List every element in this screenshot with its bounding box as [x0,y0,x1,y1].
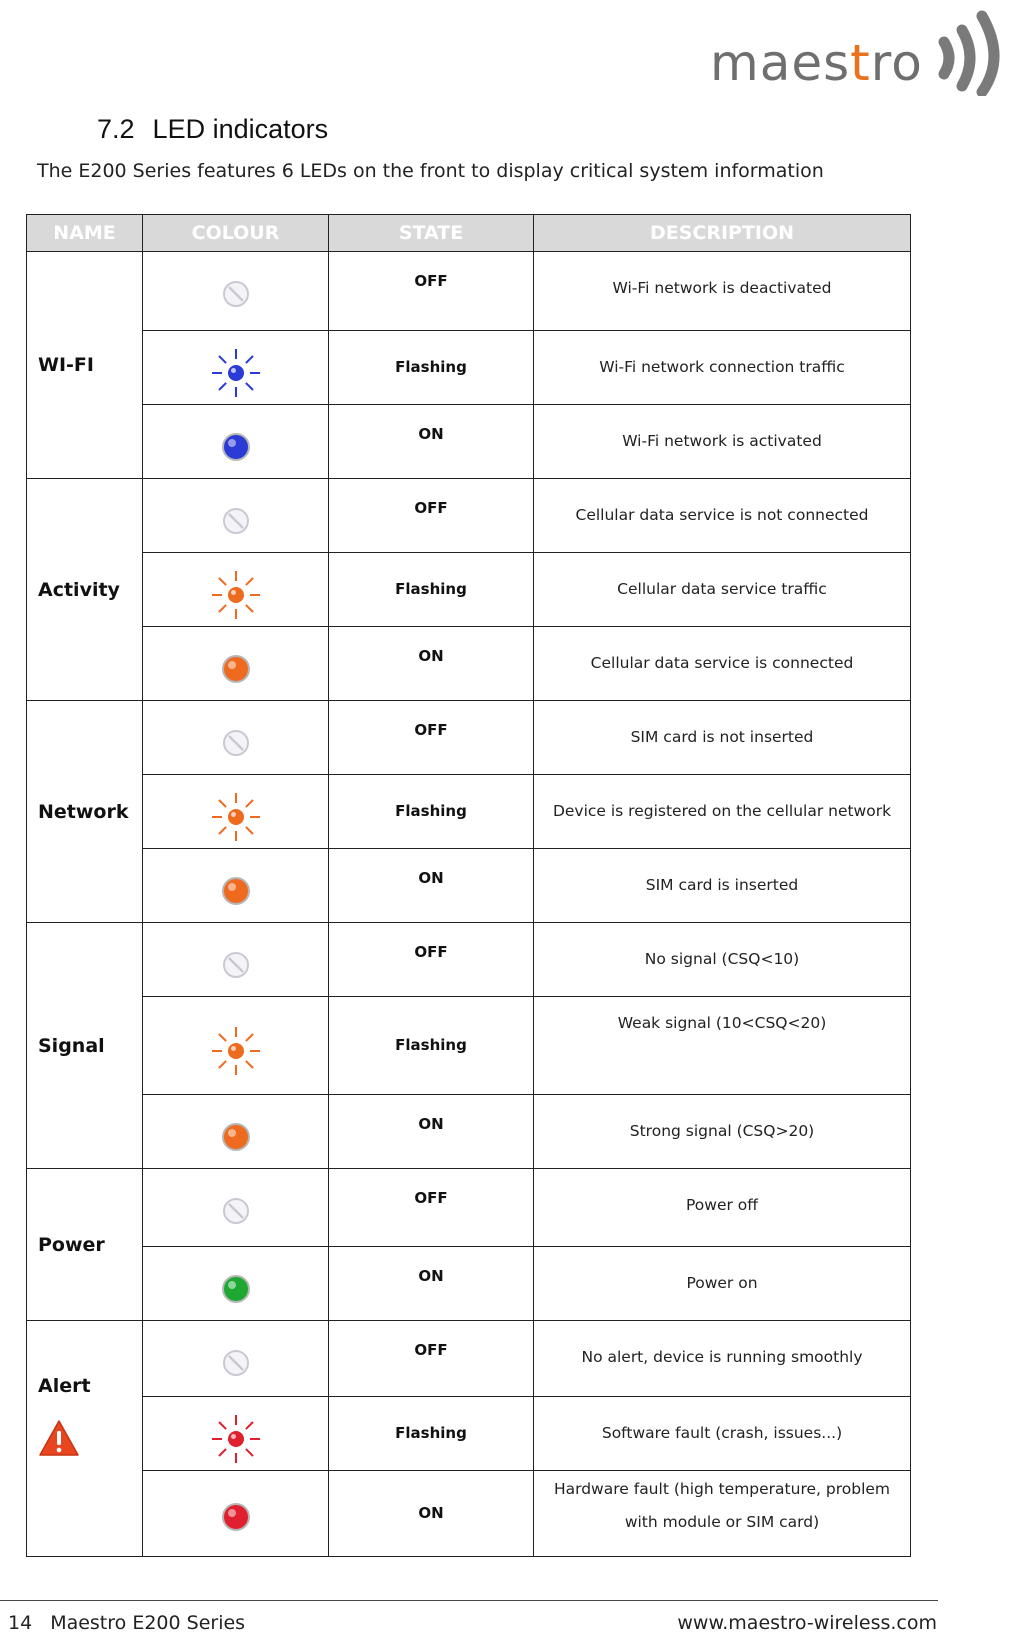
footer-divider [0,1600,938,1601]
led-off-icon [210,495,262,547]
led-name: WI-FI [38,354,94,376]
led-state: OFF [329,923,534,997]
led-state: OFF [329,1321,534,1397]
led-name-cell [27,1321,143,1557]
table-row [27,479,911,553]
led-on-orange-icon [210,1111,262,1163]
led-colour-cell [143,775,329,849]
led-state: OFF [329,1169,534,1247]
led-description: Weak signal (10<CSQ<20) [534,997,911,1095]
led-on-red-icon [210,1491,262,1543]
led-description: Hardware fault (high temperature, problem with module or SIM card) [534,1471,911,1557]
led-colour-cell [143,252,329,331]
led-off-icon [210,1185,262,1237]
led-description: Wi-Fi network is activated [534,405,911,479]
led-colour-cell [143,1095,329,1169]
intro-text: The E200 Series features 6 LEDs on the front to display critical system information [37,160,824,182]
led-colour-cell [143,627,329,701]
led-state: ON [329,1247,534,1321]
led-name-cell [27,923,143,1169]
header-state: STATE [329,215,534,252]
table-row [27,1095,911,1169]
led-off-icon [210,717,262,769]
led-colour-cell [143,1169,329,1247]
section-title [97,114,328,145]
led-state: Flashing [329,331,534,405]
led-state: Flashing [329,775,534,849]
led-on-orange-icon [210,643,262,695]
wireless-waves-icon [938,8,1010,96]
header-name: NAME [27,215,143,252]
led-name: Activity [38,578,120,601]
table-row [27,627,911,701]
table-row [27,1471,911,1557]
footer-doc-title: Maestro E200 Series [50,1612,246,1634]
table-row [27,331,911,405]
led-colour-cell [143,1247,329,1321]
led-state: Flashing [329,997,534,1095]
led-description: Strong signal (CSQ>20) [534,1095,911,1169]
led-name: Power [38,1233,105,1256]
led-state: ON [329,627,534,701]
led-description: No signal (CSQ<10) [534,923,911,997]
table-row [27,1247,911,1321]
led-name-cell [27,252,143,479]
led-state: ON [329,849,534,923]
led-description: Software fault (crash, issues...) [534,1397,911,1471]
led-description: Wi-Fi network connection traffic [534,331,911,405]
led-flashing-orange-icon [210,569,262,621]
led-description: Cellular data service traffic [534,553,911,627]
led-colour-cell [143,997,329,1095]
logo-wordmark: maestro [710,34,923,92]
led-state: ON [329,1471,534,1557]
led-description: Cellular data service is not connected [534,479,911,553]
led-name-cell [27,1169,143,1321]
led-flashing-red-icon [210,1413,262,1465]
table-row [27,849,911,923]
led-colour-cell [143,1471,329,1557]
table-header-row [27,215,911,252]
header-description: DESCRIPTION [534,215,911,252]
table-row [27,997,911,1095]
section-number: 7.2 [97,114,135,144]
led-description: SIM card is inserted [534,849,911,923]
led-colour-cell [143,701,329,775]
page-number: 14 [8,1612,33,1634]
led-description: Power off [534,1169,911,1247]
footer-left [8,1612,245,1634]
table-row [27,775,911,849]
led-flashing-orange-icon [210,1025,262,1077]
led-description: Device is registered on the cellular network [534,775,911,849]
warning-triangle-icon [38,1419,80,1457]
led-colour-cell [143,479,329,553]
led-indicator-table [26,214,911,1557]
led-description: No alert, device is running smoothly [534,1321,911,1397]
led-name: Network [38,800,129,823]
led-off-icon [210,939,262,991]
table-row [27,1397,911,1471]
led-name: Alert [38,1375,91,1397]
table-row [27,405,911,479]
section-heading: LED indicators [152,114,329,144]
table-row [27,1321,911,1397]
led-state: OFF [329,479,534,553]
led-colour-cell [143,331,329,405]
led-state: OFF [329,252,534,331]
led-flashing-blue-icon [210,347,262,399]
header-colour: COLOUR [143,215,329,252]
led-on-orange-icon [210,865,262,917]
led-colour-cell [143,1321,329,1397]
led-name-cell [27,701,143,923]
led-on-blue-icon [210,421,262,473]
table-row [27,701,911,775]
led-state: OFF [329,701,534,775]
led-colour-cell [143,923,329,997]
maestro-logo [710,8,1010,96]
led-colour-cell [143,849,329,923]
led-colour-cell [143,405,329,479]
led-state: ON [329,405,534,479]
table-row [27,1169,911,1247]
led-off-icon [210,1337,262,1389]
led-name-cell [27,479,143,701]
led-name: Signal [38,1034,105,1057]
led-state: Flashing [329,1397,534,1471]
led-description: SIM card is not inserted [534,701,911,775]
led-colour-cell [143,1397,329,1471]
led-colour-cell [143,553,329,627]
table-row [27,553,911,627]
led-description: Cellular data service is connected [534,627,911,701]
led-state: ON [329,1095,534,1169]
led-description: Power on [534,1247,911,1321]
led-description: Wi-Fi network is deactivated [534,252,911,331]
footer-url: www.maestro-wireless.com [677,1612,937,1634]
table-row [27,252,911,331]
led-state: Flashing [329,553,534,627]
led-flashing-orange-icon [210,791,262,843]
led-off-icon [210,268,262,320]
table-row [27,923,911,997]
led-on-green-icon [210,1263,262,1315]
